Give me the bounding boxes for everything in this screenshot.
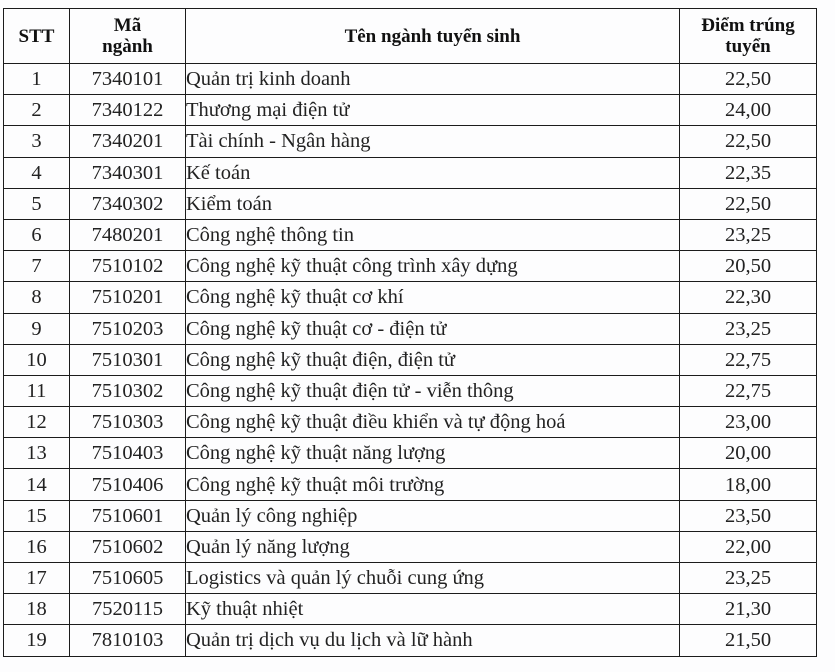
- cell-stt: 12: [4, 407, 70, 438]
- cell-major-code: 7510406: [70, 469, 186, 500]
- cell-admission-score: 21,30: [680, 594, 817, 625]
- cell-admission-score: 23,25: [680, 563, 817, 594]
- cell-admission-score: 22,50: [680, 188, 817, 219]
- cell-stt: 6: [4, 219, 70, 250]
- cell-major-code: 7510302: [70, 375, 186, 406]
- table-row: [4, 64, 817, 95]
- cell-admission-score: 23,50: [680, 500, 817, 531]
- cell-admission-score: 22,50: [680, 126, 817, 157]
- cell-stt: 8: [4, 282, 70, 313]
- table-body: [4, 64, 817, 657]
- cell-admission-score: 20,00: [680, 438, 817, 469]
- cell-major-code: 7510403: [70, 438, 186, 469]
- header-row: [4, 9, 817, 64]
- table-row: [4, 375, 817, 406]
- cell-admission-score: 20,50: [680, 251, 817, 282]
- table-row: [4, 157, 817, 188]
- cell-stt: 4: [4, 157, 70, 188]
- cell-admission-score: 18,00: [680, 469, 817, 500]
- cell-admission-score: 23,25: [680, 219, 817, 250]
- cell-major-code: 7340201: [70, 126, 186, 157]
- cell-admission-score: 23,00: [680, 407, 817, 438]
- table-row: [4, 625, 817, 656]
- cell-major-name: Kế toán: [186, 157, 680, 188]
- cell-major-code: 7340301: [70, 157, 186, 188]
- table-row: [4, 531, 817, 562]
- cell-stt: 15: [4, 500, 70, 531]
- table-row: [4, 219, 817, 250]
- table-row: [4, 563, 817, 594]
- table-row: [4, 500, 817, 531]
- cell-stt: 7: [4, 251, 70, 282]
- cell-stt: 5: [4, 188, 70, 219]
- cell-major-code: 7480201: [70, 219, 186, 250]
- cell-major-name: Kiểm toán: [186, 188, 680, 219]
- table-row: [4, 407, 817, 438]
- table-row: [4, 126, 817, 157]
- cell-stt: 3: [4, 126, 70, 157]
- cell-major-code: 7520115: [70, 594, 186, 625]
- table-row: [4, 594, 817, 625]
- cell-major-code: 7510601: [70, 500, 186, 531]
- header-stt: STT: [4, 9, 70, 64]
- cell-stt: 16: [4, 531, 70, 562]
- cell-stt: 1: [4, 64, 70, 95]
- cell-major-name: Logistics và quản lý chuỗi cung ứng: [186, 563, 680, 594]
- cell-stt: 9: [4, 313, 70, 344]
- header-major-code: [70, 9, 186, 64]
- header-admission-score-line1: Điểm trúng: [701, 15, 795, 36]
- cell-major-code: 7340101: [70, 64, 186, 95]
- cell-admission-score: 22,00: [680, 531, 817, 562]
- table-row: [4, 282, 817, 313]
- table-row: [4, 188, 817, 219]
- table-row: [4, 251, 817, 282]
- cell-major-name: Thương mại điện tử: [186, 95, 680, 126]
- cell-stt: 2: [4, 95, 70, 126]
- header-major-name: Tên ngành tuyển sinh: [186, 9, 680, 64]
- table-row: [4, 95, 817, 126]
- cell-admission-score: 21,50: [680, 625, 817, 656]
- cell-major-name: Tài chính - Ngân hàng: [186, 126, 680, 157]
- cell-admission-score: 22,75: [680, 344, 817, 375]
- cell-major-name: Công nghệ kỹ thuật điện tử - viễn thông: [186, 375, 680, 406]
- table-header: [4, 9, 817, 64]
- cell-major-code: 7510203: [70, 313, 186, 344]
- cell-major-name: Công nghệ kỹ thuật môi trường: [186, 469, 680, 500]
- cell-stt: 19: [4, 625, 70, 656]
- cell-stt: 14: [4, 469, 70, 500]
- cell-stt: 11: [4, 375, 70, 406]
- cell-admission-score: 24,00: [680, 95, 817, 126]
- cell-major-code: 7510602: [70, 531, 186, 562]
- cell-major-name: Công nghệ thông tin: [186, 219, 680, 250]
- cell-stt: 13: [4, 438, 70, 469]
- cell-admission-score: 22,30: [680, 282, 817, 313]
- cell-major-name: Quản lý năng lượng: [186, 531, 680, 562]
- cell-major-name: Quản trị dịch vụ du lịch và lữ hành: [186, 625, 680, 656]
- cell-major-code: 7510102: [70, 251, 186, 282]
- cell-admission-score: 22,35: [680, 157, 817, 188]
- cell-major-name: Công nghệ kỹ thuật điều khiển và tự động hoá: [186, 407, 680, 438]
- table-row: [4, 438, 817, 469]
- cell-major-code: 7510301: [70, 344, 186, 375]
- cell-major-name: Công nghệ kỹ thuật cơ khí: [186, 282, 680, 313]
- cell-major-code: 7340302: [70, 188, 186, 219]
- cell-stt: 18: [4, 594, 70, 625]
- cell-major-name: Quản trị kinh doanh: [186, 64, 680, 95]
- admission-scores-table: [3, 8, 817, 657]
- cell-major-code: 7510605: [70, 563, 186, 594]
- cell-admission-score: 22,75: [680, 375, 817, 406]
- cell-major-code: 7810103: [70, 625, 186, 656]
- table-row: [4, 469, 817, 500]
- cell-stt: 17: [4, 563, 70, 594]
- cell-stt: 10: [4, 344, 70, 375]
- cell-major-name: Công nghệ kỹ thuật cơ - điện tử: [186, 313, 680, 344]
- cell-major-name: Công nghệ kỹ thuật năng lượng: [186, 438, 680, 469]
- cell-major-code: 7340122: [70, 95, 186, 126]
- cell-major-name: Công nghệ kỹ thuật điện, điện tử: [186, 344, 680, 375]
- cell-admission-score: 23,25: [680, 313, 817, 344]
- cell-major-code: 7510201: [70, 282, 186, 313]
- header-major-code-line2: ngành: [102, 36, 153, 57]
- cell-major-code: 7510303: [70, 407, 186, 438]
- header-major-code-line1: Mã: [113, 15, 142, 36]
- cell-major-name: Kỹ thuật nhiệt: [186, 594, 680, 625]
- cell-major-name: Công nghệ kỹ thuật công trình xây dựng: [186, 251, 680, 282]
- header-admission-score: [680, 9, 817, 64]
- header-admission-score-line2: tuyển: [725, 36, 771, 57]
- table-row: [4, 313, 817, 344]
- cell-admission-score: 22,50: [680, 64, 817, 95]
- table-row: [4, 344, 817, 375]
- cell-major-name: Quản lý công nghiệp: [186, 500, 680, 531]
